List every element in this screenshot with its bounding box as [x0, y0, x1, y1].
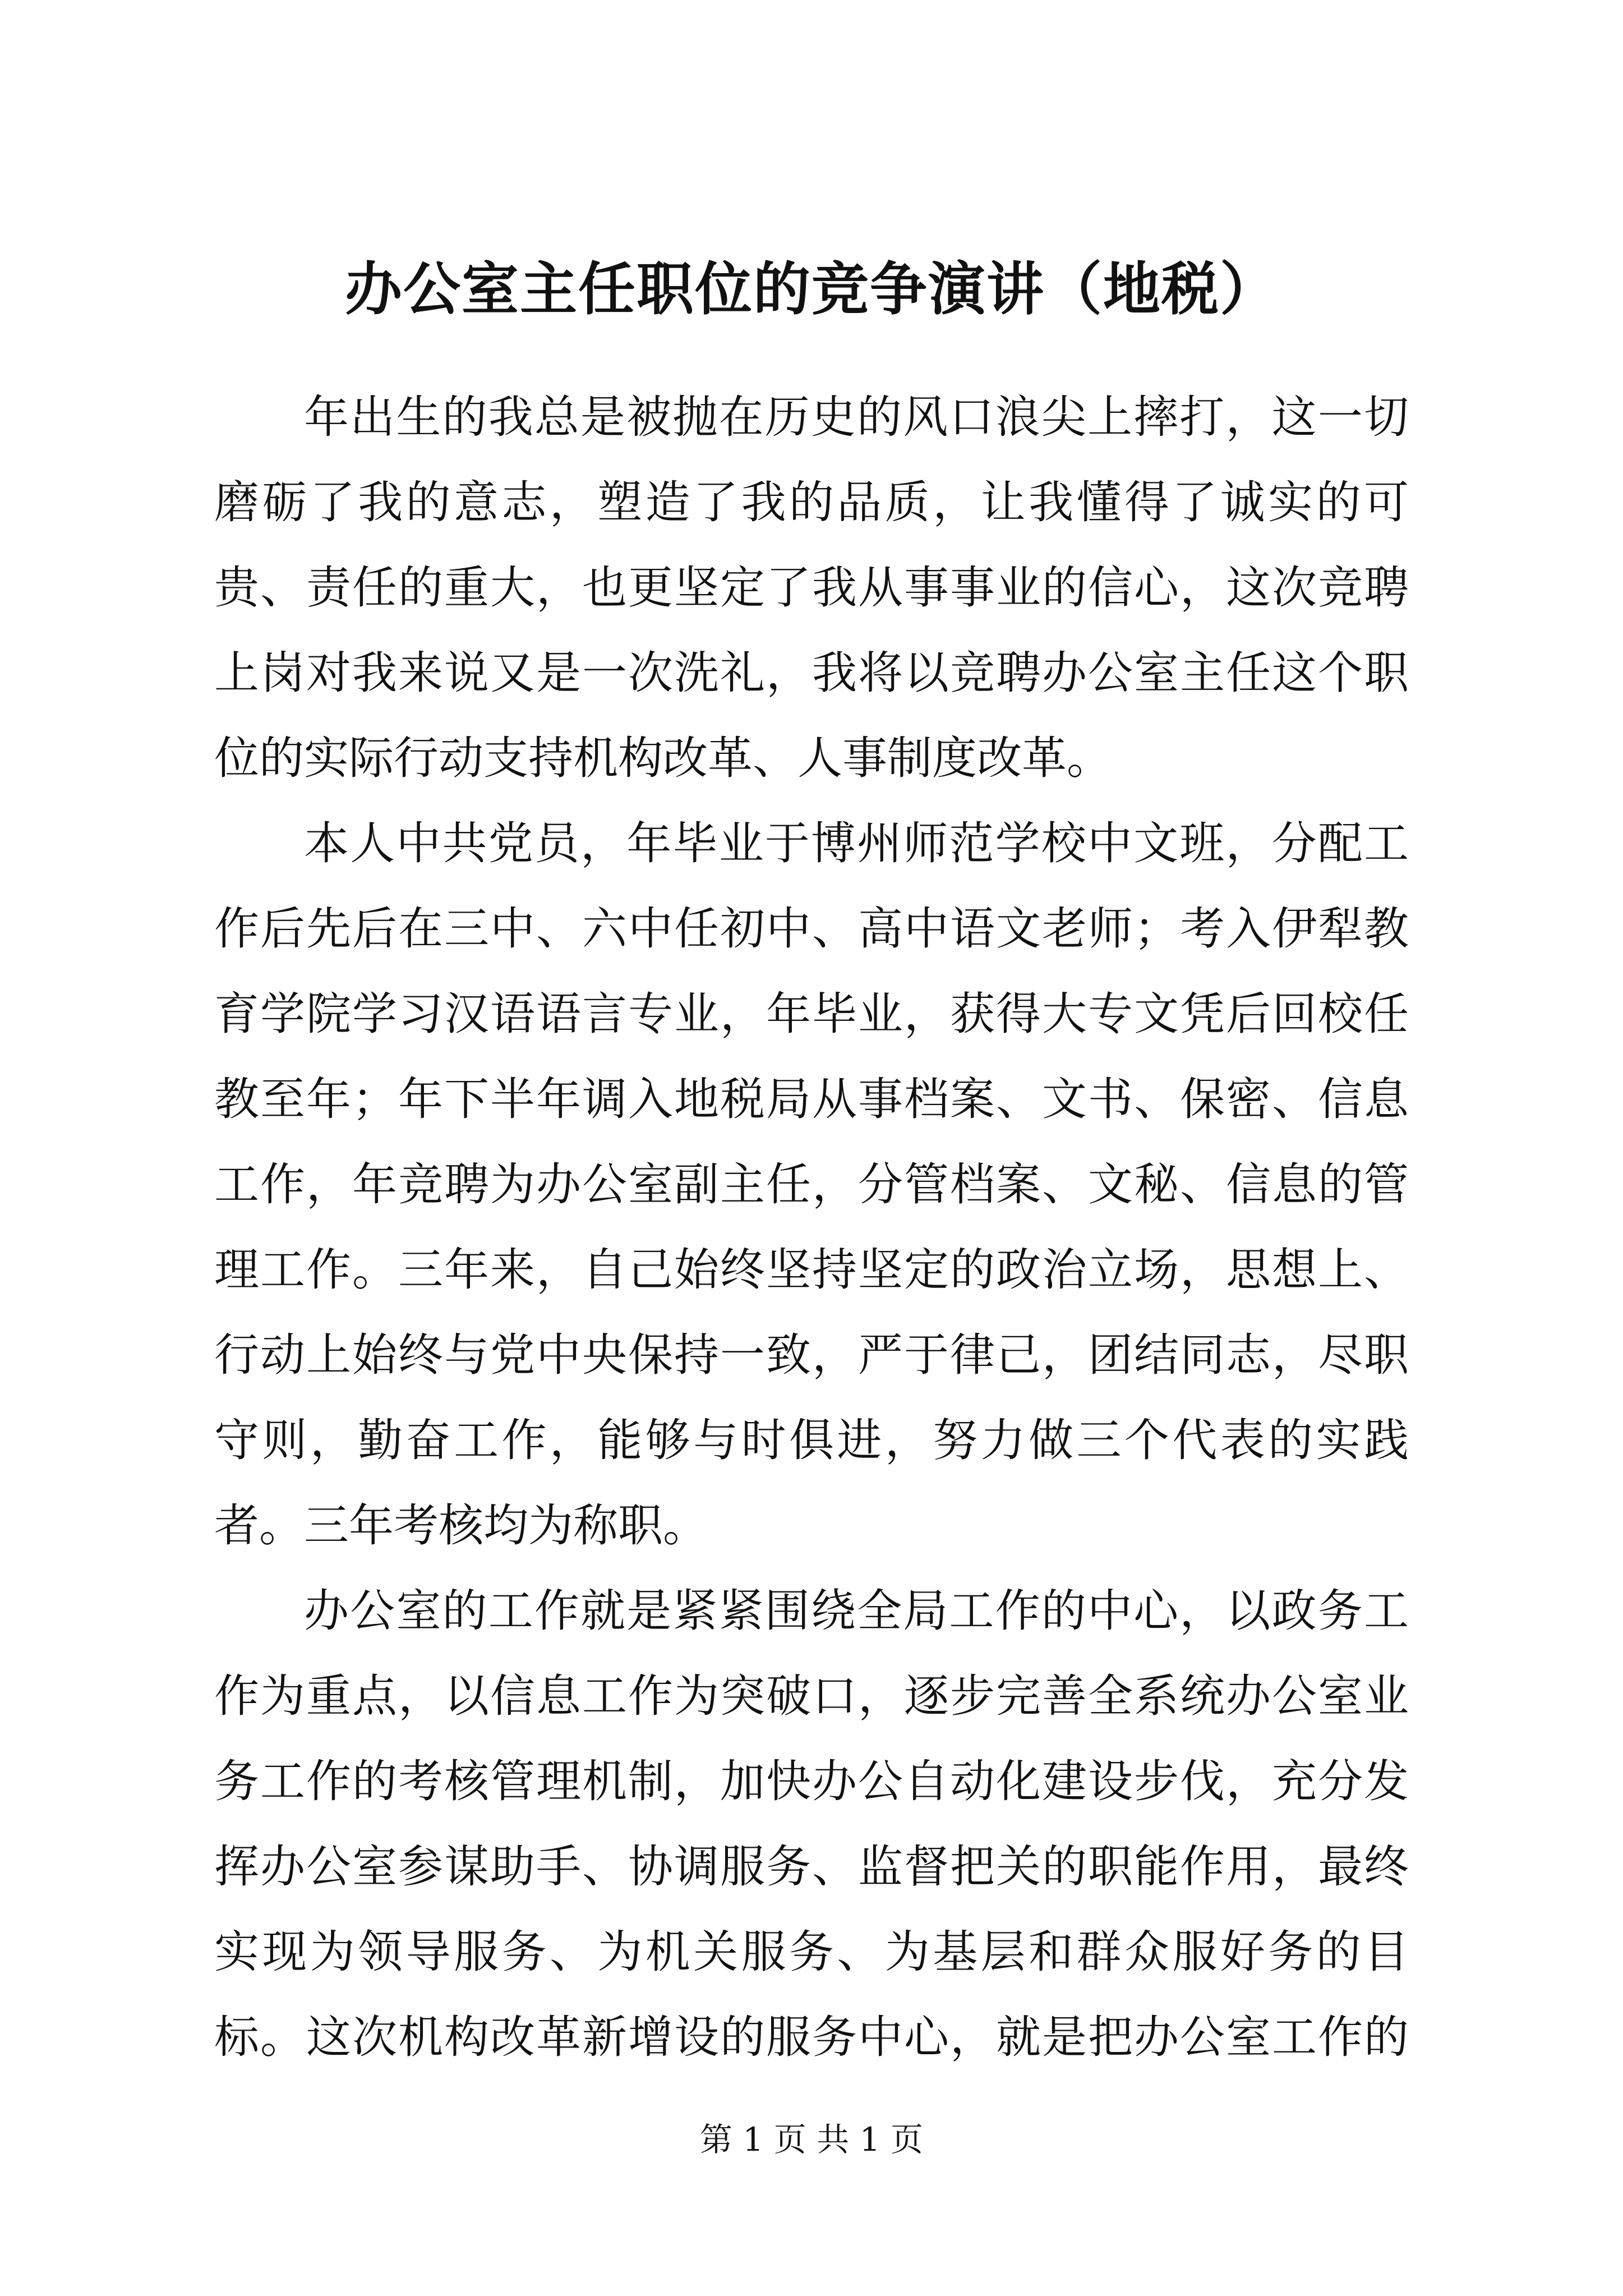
document-title: 办公室主任职位的竞争演讲（地税） — [345, 256, 1278, 323]
document-body — [214, 375, 1409, 2086]
page-footer: 第 1 页 共 1 页 — [700, 2120, 923, 2159]
paragraph-2: 本人中共党员，年毕业于博州师范学校中文班，分配工作后先后在三中、六中任初中、高中语文老师；考入伊犁教育学院学习汉语语言专业，年毕业，获得大专文凭后回校任教至年；年下半年调入地税局从事档案、文书、保密、信息工作，年竞聘为办公室副主任，分管档案、文秘、信息的管理工作。三年来，自己始终坚持坚定的政治立场，思想上、行动上始终与党中央保持一致，严于律己，团结同志，尽职守则，勤奋工作，能够与时俱进，努力做三个代表的实践者。三年考核均为称职。 — [214, 817, 1409, 1552]
paragraph-3: 办公室的工作就是紧紧围绕全局工作的中心，以政务工作为重点，以信息工作为突破口，逐步完善全系统办公室业务工作的考核管理机制，加快办公自动化建设步伐，充分发挥办公室参谋助手、协调服务、监督把关的职能作用，最终实现为领导服务、为机关服务、为基层和群众服好务的目标。这次机构改革新增设的服务中心，就是把办公室工作的 — [214, 1585, 1409, 2063]
paragraph-1: 年出生的我总是被抛在历史的风口浪尖上摔打，这一切磨砺了我的意志，塑造了我的品质，让我懂得了诚实的可贵、责任的重大，也更坚定了我从事事业的信心，这次竞聘上岗对我来说又是一次洗礼，我将以竞聘办公室主任这个职位的实际行动支持机构改革、人事制度改革。 — [214, 391, 1409, 784]
